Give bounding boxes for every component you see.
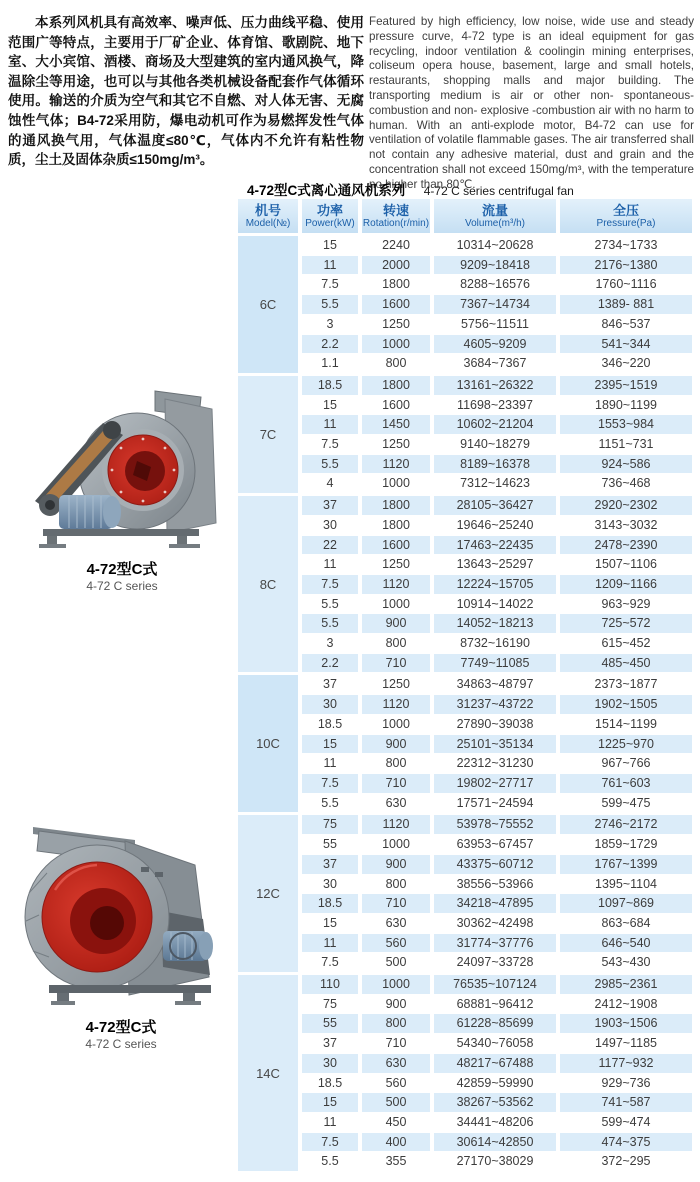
volume-cell: 3684~7367 <box>432 354 558 375</box>
pressure-cell: 1395~1104 <box>558 874 692 894</box>
table-row <box>238 255 692 275</box>
fan-photo-top <box>16 383 228 594</box>
table-row <box>238 1034 692 1054</box>
table-row <box>238 235 692 256</box>
power-cell: 15 <box>300 235 360 256</box>
volume-cell: 9209~18418 <box>432 255 558 275</box>
table-row <box>238 835 692 855</box>
header-model-en: Model(№) <box>245 218 291 229</box>
pressure-cell: 963~929 <box>558 594 692 614</box>
header-pressure-zh: 全压 <box>612 203 639 218</box>
volume-cell: 30614~42850 <box>432 1132 558 1152</box>
power-cell: 1.1 <box>300 354 360 375</box>
volume-cell: 28105~36427 <box>432 495 558 516</box>
volume-cell: 4605~9209 <box>432 334 558 354</box>
pressure-cell: 1760~1116 <box>558 275 692 295</box>
rotation-cell: 500 <box>360 1093 432 1113</box>
rotation-cell: 630 <box>360 1053 432 1073</box>
power-cell: 30 <box>300 695 360 715</box>
pressure-cell: 2412~1908 <box>558 994 692 1014</box>
rotation-cell: 800 <box>360 754 432 774</box>
table-row <box>238 994 692 1014</box>
table-row <box>238 374 692 395</box>
pressure-cell: 615~452 <box>558 634 692 654</box>
table-row <box>238 1053 692 1073</box>
power-cell: 3 <box>300 634 360 654</box>
volume-cell: 61228~85699 <box>432 1014 558 1034</box>
pressure-cell: 1497~1185 <box>558 1034 692 1054</box>
rotation-cell: 1600 <box>360 395 432 415</box>
pressure-cell: 2746~2172 <box>558 814 692 835</box>
volume-cell: 11698~23397 <box>432 395 558 415</box>
table-row <box>238 334 692 354</box>
volume-cell: 24097~33728 <box>432 953 558 974</box>
volume-cell: 38556~53966 <box>432 874 558 894</box>
table-row <box>238 435 692 455</box>
power-cell: 18.5 <box>300 374 360 395</box>
intro-paragraph-chinese: 本系列风机具有高效率、噪声低、压力曲线平稳、使用范围广等特点，主要用于厂矿企业、体育馆、歌剧院、地下室、大小宾馆、酒楼、商场及大型建筑的室内通风换气，降温除尘等用途，也可以与其他各类机械设备配套作气体循环使用。输送的介质为空气和其它不自燃、对人体无害、无腐蚀性气体；B4-72采用防，爆电动机可作为易燃挥发性气体的通风换气用，气体温度≤80℃，气体内不允许有粘性物质，尘土及固体杂质≤150mg/m³。 <box>8 15 364 168</box>
rotation-cell: 1800 <box>360 275 432 295</box>
power-cell: 2.2 <box>300 334 360 354</box>
volume-cell: 10914~14022 <box>432 594 558 614</box>
table-row <box>238 1152 692 1172</box>
pressure-cell: 474~375 <box>558 1132 692 1152</box>
header-power-zh: 功率 <box>316 203 343 218</box>
pressure-cell: 2373~1877 <box>558 674 692 695</box>
pressure-cell: 1767~1399 <box>558 854 692 874</box>
pressure-cell: 599~475 <box>558 793 692 814</box>
pressure-cell: 3143~3032 <box>558 515 692 535</box>
pressure-cell: 543~430 <box>558 953 692 974</box>
pressure-cell: 736~468 <box>558 474 692 495</box>
rotation-cell: 1000 <box>360 474 432 495</box>
power-cell: 7.5 <box>300 574 360 594</box>
rotation-cell: 560 <box>360 933 432 953</box>
volume-cell: 76535~107124 <box>432 974 558 995</box>
power-cell: 11 <box>300 754 360 774</box>
pressure-cell: 967~766 <box>558 754 692 774</box>
rotation-cell: 1600 <box>360 295 432 315</box>
volume-cell: 13161~26322 <box>432 374 558 395</box>
power-cell: 30 <box>300 874 360 894</box>
model-cell: 6C <box>238 235 300 375</box>
model-cell: 7C <box>238 374 300 494</box>
power-cell: 15 <box>300 395 360 415</box>
rotation-cell: 1250 <box>360 674 432 695</box>
header-rotation-zh: 转速 <box>382 203 409 218</box>
pressure-cell: 2734~1733 <box>558 235 692 256</box>
intro-paragraph-english: Featured by high efficiency, low noise, wide use and steady pressure curve, 4-72 type is an ideal equipment for gas recycling, indoor ventilation & coolingin mining enterprises, coliseum opera house, basement, large and small hotels, restaurants, shopping malls and major building. The transporting medium is air or other non- spontaneous-combustion and non- explosive -combustion air with no harm to human. With an anti-explode motor, B4-72 can use for ventilation of volatile flammable gases. The air transferred shall not contain any adhesive material, dust and grain and the concentration shall not exceed 150mg/m³, with the temperature no higher than 80℃. <box>369 15 694 191</box>
volume-cell: 31774~37776 <box>432 933 558 953</box>
volume-cell: 30362~42498 <box>432 913 558 933</box>
pressure-cell: 863~684 <box>558 913 692 933</box>
pressure-cell: 1097~869 <box>558 894 692 914</box>
rotation-cell: 500 <box>360 953 432 974</box>
table-row <box>238 854 692 874</box>
pressure-cell: 929~736 <box>558 1073 692 1093</box>
volume-cell: 12224~15705 <box>432 574 558 594</box>
rotation-cell: 1000 <box>360 334 432 354</box>
table-row <box>238 1073 692 1093</box>
power-cell: 37 <box>300 674 360 695</box>
power-cell: 15 <box>300 1093 360 1113</box>
header-power <box>300 199 360 235</box>
volume-cell: 34218~47895 <box>432 894 558 914</box>
table-row <box>238 933 692 953</box>
pressure-cell: 2395~1519 <box>558 374 692 395</box>
table-row <box>238 415 692 435</box>
fan-caption-en: 4-72 C series <box>85 1037 157 1051</box>
volume-cell: 7749~11085 <box>432 653 558 674</box>
volume-cell: 8189~16378 <box>432 454 558 474</box>
volume-cell: 14052~18213 <box>432 614 558 634</box>
rotation-cell: 1250 <box>360 435 432 455</box>
volume-cell: 8288~16576 <box>432 275 558 295</box>
volume-cell: 7367~14734 <box>432 295 558 315</box>
rotation-cell: 630 <box>360 793 432 814</box>
table-row <box>238 773 692 793</box>
power-cell: 7.5 <box>300 773 360 793</box>
power-cell: 11 <box>300 415 360 435</box>
fan-caption-en: 4-72 C series <box>86 579 158 593</box>
power-cell: 30 <box>300 1053 360 1073</box>
table-row <box>238 874 692 894</box>
header-volume-zh: 流量 <box>481 203 508 218</box>
spec-table-body <box>238 235 692 1172</box>
power-cell: 55 <box>300 835 360 855</box>
pressure-cell: 1225~970 <box>558 734 692 754</box>
table-row <box>238 454 692 474</box>
rotation-cell: 710 <box>360 894 432 914</box>
section-title-english: 4-72 C series centrifugal fan <box>423 184 574 198</box>
pressure-cell: 1389- 881 <box>558 295 692 315</box>
volume-cell: 48217~67488 <box>432 1053 558 1073</box>
rotation-cell: 710 <box>360 653 432 674</box>
power-cell: 7.5 <box>300 275 360 295</box>
table-row <box>238 974 692 995</box>
rotation-cell: 2240 <box>360 235 432 256</box>
rotation-cell: 1120 <box>360 695 432 715</box>
volume-cell: 10314~20628 <box>432 235 558 256</box>
power-cell: 37 <box>300 495 360 516</box>
section-title <box>247 179 574 200</box>
centrifugal-fan-illustration <box>17 383 227 555</box>
pressure-cell: 924~586 <box>558 454 692 474</box>
table-row <box>238 314 692 334</box>
power-cell: 2.2 <box>300 653 360 674</box>
rotation-cell: 1000 <box>360 594 432 614</box>
table-row <box>238 594 692 614</box>
volume-cell: 13643~25297 <box>432 555 558 575</box>
power-cell: 18.5 <box>300 714 360 734</box>
table-row <box>238 515 692 535</box>
pressure-cell: 1553~984 <box>558 415 692 435</box>
volume-cell: 63953~67457 <box>432 835 558 855</box>
volume-cell: 19802~27717 <box>432 773 558 793</box>
rotation-cell: 1120 <box>360 574 432 594</box>
power-cell: 7.5 <box>300 1132 360 1152</box>
volume-cell: 43375~60712 <box>432 854 558 874</box>
table-row <box>238 495 692 516</box>
power-cell: 11 <box>300 933 360 953</box>
table-row <box>238 734 692 754</box>
table-row <box>238 913 692 933</box>
rotation-cell: 1450 <box>360 415 432 435</box>
rotation-cell: 800 <box>360 354 432 375</box>
pressure-cell: 1890~1199 <box>558 395 692 415</box>
volume-cell: 8732~16190 <box>432 634 558 654</box>
power-cell: 5.5 <box>300 295 360 315</box>
volume-cell: 7312~14623 <box>432 474 558 495</box>
header-power-en: Power(kW) <box>305 218 355 229</box>
spec-table <box>238 199 692 1172</box>
power-cell: 11 <box>300 1112 360 1132</box>
pressure-cell: 2920~2302 <box>558 495 692 516</box>
rotation-cell: 800 <box>360 874 432 894</box>
rotation-cell: 900 <box>360 994 432 1014</box>
power-cell: 7.5 <box>300 435 360 455</box>
pressure-cell: 761~603 <box>558 773 692 793</box>
volume-cell: 38267~53562 <box>432 1093 558 1113</box>
pressure-cell: 1507~1106 <box>558 555 692 575</box>
power-cell: 30 <box>300 515 360 535</box>
table-row <box>238 674 692 695</box>
rotation-cell: 560 <box>360 1073 432 1093</box>
volume-cell: 25101~35134 <box>432 734 558 754</box>
volume-cell: 10602~21204 <box>432 415 558 435</box>
pressure-cell: 2176~1380 <box>558 255 692 275</box>
pressure-cell: 725~572 <box>558 614 692 634</box>
rotation-cell: 1600 <box>360 535 432 555</box>
power-cell: 75 <box>300 994 360 1014</box>
pressure-cell: 1209~1166 <box>558 574 692 594</box>
volume-cell: 27890~39038 <box>432 714 558 734</box>
pressure-cell: 1903~1506 <box>558 1014 692 1034</box>
power-cell: 11 <box>300 555 360 575</box>
power-cell: 18.5 <box>300 1073 360 1093</box>
table-row <box>238 894 692 914</box>
rotation-cell: 710 <box>360 773 432 793</box>
table-row <box>238 395 692 415</box>
pressure-cell: 1902~1505 <box>558 695 692 715</box>
rotation-cell: 800 <box>360 1014 432 1034</box>
rotation-cell: 630 <box>360 913 432 933</box>
rotation-cell: 355 <box>360 1152 432 1172</box>
rotation-cell: 1000 <box>360 714 432 734</box>
fan-caption-zh: 4-72型C式 <box>85 1019 157 1036</box>
power-cell: 75 <box>300 814 360 835</box>
table-row <box>238 1112 692 1132</box>
header-rotation <box>360 199 432 235</box>
power-cell: 5.5 <box>300 793 360 814</box>
volume-cell: 54340~76058 <box>432 1034 558 1054</box>
rotation-cell: 450 <box>360 1112 432 1132</box>
table-row <box>238 953 692 974</box>
power-cell: 5.5 <box>300 594 360 614</box>
power-cell: 15 <box>300 913 360 933</box>
table-header-row <box>238 199 692 235</box>
model-cell: 12C <box>238 814 300 974</box>
pressure-cell: 1859~1729 <box>558 835 692 855</box>
rotation-cell: 1800 <box>360 515 432 535</box>
rotation-cell: 1120 <box>360 454 432 474</box>
volume-cell: 9140~18279 <box>432 435 558 455</box>
table-row <box>238 275 692 295</box>
header-volume-en: Volume(m³/h) <box>464 218 525 229</box>
header-pressure <box>558 199 692 235</box>
pressure-cell: 599~474 <box>558 1112 692 1132</box>
header-rotation-en: Rotation(r/min) <box>362 218 430 229</box>
rotation-cell: 1120 <box>360 814 432 835</box>
volume-cell: 34441~48206 <box>432 1112 558 1132</box>
power-cell: 4 <box>300 474 360 495</box>
power-cell: 5.5 <box>300 454 360 474</box>
fan-photo-bottom <box>12 815 230 1052</box>
header-model <box>238 199 300 235</box>
rotation-cell: 2000 <box>360 255 432 275</box>
power-cell: 5.5 <box>300 1152 360 1172</box>
power-cell: 18.5 <box>300 894 360 914</box>
power-cell: 37 <box>300 854 360 874</box>
volume-cell: 31237~43722 <box>432 695 558 715</box>
header-volume <box>432 199 558 235</box>
header-pressure-en: Pressure(Pa) <box>596 218 656 229</box>
rotation-cell: 1250 <box>360 314 432 334</box>
header-model-zh: 机号 <box>254 203 281 218</box>
pressure-cell: 372~295 <box>558 1152 692 1172</box>
pressure-cell: 2478~2390 <box>558 535 692 555</box>
table-row <box>238 574 692 594</box>
model-cell: 10C <box>238 674 300 814</box>
pressure-cell: 1177~932 <box>558 1053 692 1073</box>
power-cell: 55 <box>300 1014 360 1034</box>
rotation-cell: 1000 <box>360 974 432 995</box>
model-cell: 14C <box>238 974 300 1172</box>
pressure-cell: 646~540 <box>558 933 692 953</box>
table-row <box>238 1014 692 1034</box>
pressure-cell: 1514~1199 <box>558 714 692 734</box>
pressure-cell: 2985~2361 <box>558 974 692 995</box>
pressure-cell: 541~344 <box>558 334 692 354</box>
volume-cell: 17571~24594 <box>432 793 558 814</box>
rotation-cell: 710 <box>360 1034 432 1054</box>
table-row <box>238 354 692 375</box>
table-row <box>238 295 692 315</box>
volume-cell: 68881~96412 <box>432 994 558 1014</box>
rotation-cell: 1000 <box>360 835 432 855</box>
rotation-cell: 1800 <box>360 374 432 395</box>
power-cell: 11 <box>300 255 360 275</box>
model-cell: 8C <box>238 495 300 674</box>
rotation-cell: 1800 <box>360 495 432 516</box>
power-cell: 15 <box>300 734 360 754</box>
table-row <box>238 614 692 634</box>
volume-cell: 42859~59990 <box>432 1073 558 1093</box>
volume-cell: 53978~75552 <box>432 814 558 835</box>
power-cell: 110 <box>300 974 360 995</box>
rotation-cell: 400 <box>360 1132 432 1152</box>
power-cell: 5.5 <box>300 614 360 634</box>
table-row <box>238 1093 692 1113</box>
power-cell: 7.5 <box>300 953 360 974</box>
pressure-cell: 485~450 <box>558 653 692 674</box>
pressure-cell: 846~537 <box>558 314 692 334</box>
table-row <box>238 634 692 654</box>
table-row <box>238 1132 692 1152</box>
rotation-cell: 800 <box>360 634 432 654</box>
section-title-chinese: 4-72型C式离心通风机系列 <box>247 183 406 198</box>
rotation-cell: 900 <box>360 614 432 634</box>
rotation-cell: 1250 <box>360 555 432 575</box>
volume-cell: 17463~22435 <box>432 535 558 555</box>
power-cell: 37 <box>300 1034 360 1054</box>
centrifugal-fan-illustration <box>13 815 229 1013</box>
power-cell: 3 <box>300 314 360 334</box>
pressure-cell: 346~220 <box>558 354 692 375</box>
table-row <box>238 814 692 835</box>
table-row <box>238 653 692 674</box>
table-row <box>238 793 692 814</box>
table-row <box>238 555 692 575</box>
volume-cell: 5756~11511 <box>432 314 558 334</box>
power-cell: 22 <box>300 535 360 555</box>
volume-cell: 19646~25240 <box>432 515 558 535</box>
table-row <box>238 754 692 774</box>
volume-cell: 27170~38029 <box>432 1152 558 1172</box>
table-row <box>238 535 692 555</box>
pressure-cell: 1151~731 <box>558 435 692 455</box>
fan-caption-zh: 4-72型C式 <box>86 561 158 578</box>
pressure-cell: 741~587 <box>558 1093 692 1113</box>
table-row <box>238 695 692 715</box>
table-row <box>238 474 692 495</box>
table-row <box>238 714 692 734</box>
spec-table-section <box>238 199 692 1172</box>
rotation-cell: 900 <box>360 734 432 754</box>
volume-cell: 22312~31230 <box>432 754 558 774</box>
volume-cell: 34863~48797 <box>432 674 558 695</box>
rotation-cell: 900 <box>360 854 432 874</box>
